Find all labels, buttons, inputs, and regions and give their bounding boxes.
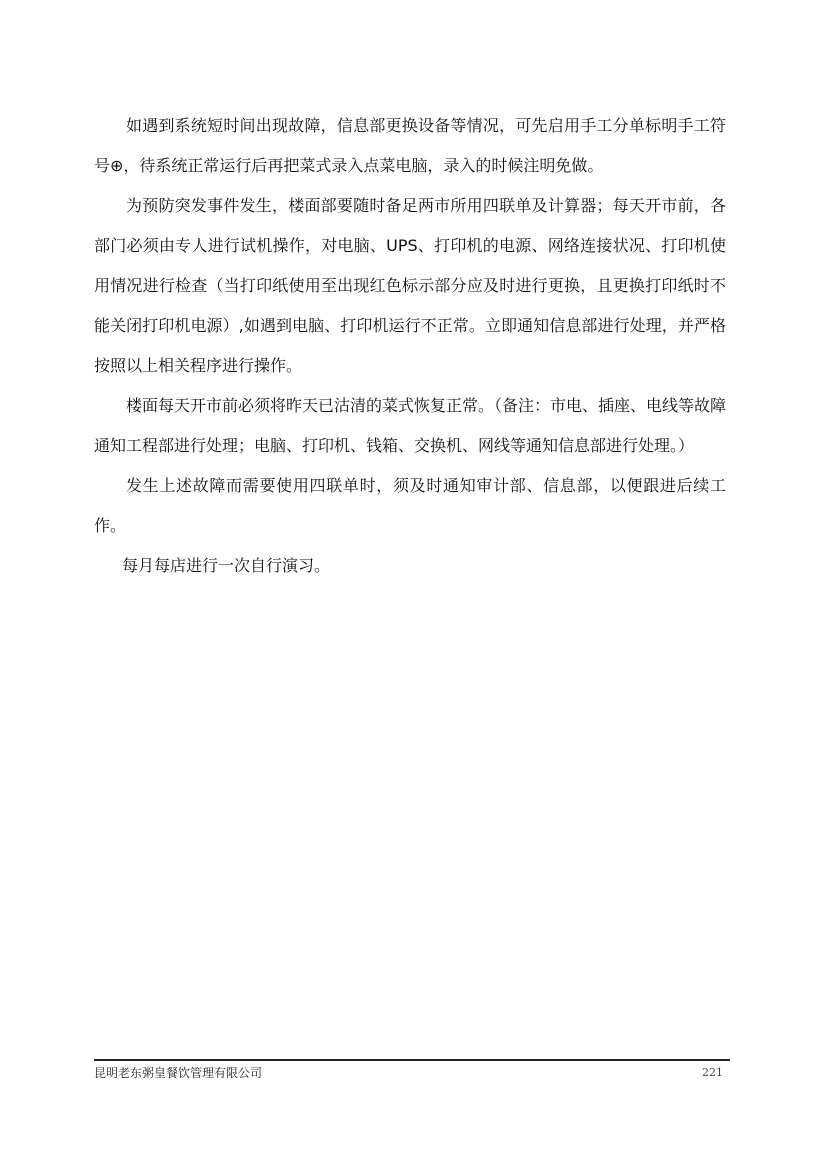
paragraph-notify-departments: 发生上述故障而需要使用四联单时，须及时通知审计部、信息部，以便跟进后续工作。 bbox=[94, 476, 726, 535]
footer-divider bbox=[94, 1059, 730, 1061]
paragraph-system-fault: 如遇到系统短时间出现故障，信息部更换设备等情况，可先启用手工分单标明手工符号⊕，待系统正常运行后再把菜式录入点菜电脑，录入的时候注明免做。 bbox=[94, 116, 726, 175]
footer-company-name: 昆明老东粥皇餐饮管理有限公司 bbox=[94, 1066, 263, 1080]
footer-page-number: 221 bbox=[702, 1066, 723, 1079]
paragraph-monthly-drill: 每月每店进行一次自行演习。 bbox=[122, 556, 331, 575]
document-body bbox=[94, 106, 726, 586]
paragraph-restore-dishes: 楼面每天开市前必须将昨天已沽清的菜式恢复正常。（备注：市电、插座、电线等故障通知工程部进行处理；电脑、打印机、钱箱、交换机、网线等通知信息部进行处理。） bbox=[94, 396, 727, 455]
paragraph-emergency-preparation: 为预防突发事件发生，楼面部要随时备足两市所用四联单及计算器；每天开市前，各部门必须由专人进行试机操作，对电脑、UPS、打印机的电源、网络连接状况、打印机使用情况进行检查（当打印纸使用至出现红色标示部分应及时进行更换，且更换打印纸时不能关闭打印机电源）,如遇到电脑、打印机运行不正常。立即通知信息部进行处理，并严格按照以上相关程序进行操作。 bbox=[94, 196, 726, 375]
